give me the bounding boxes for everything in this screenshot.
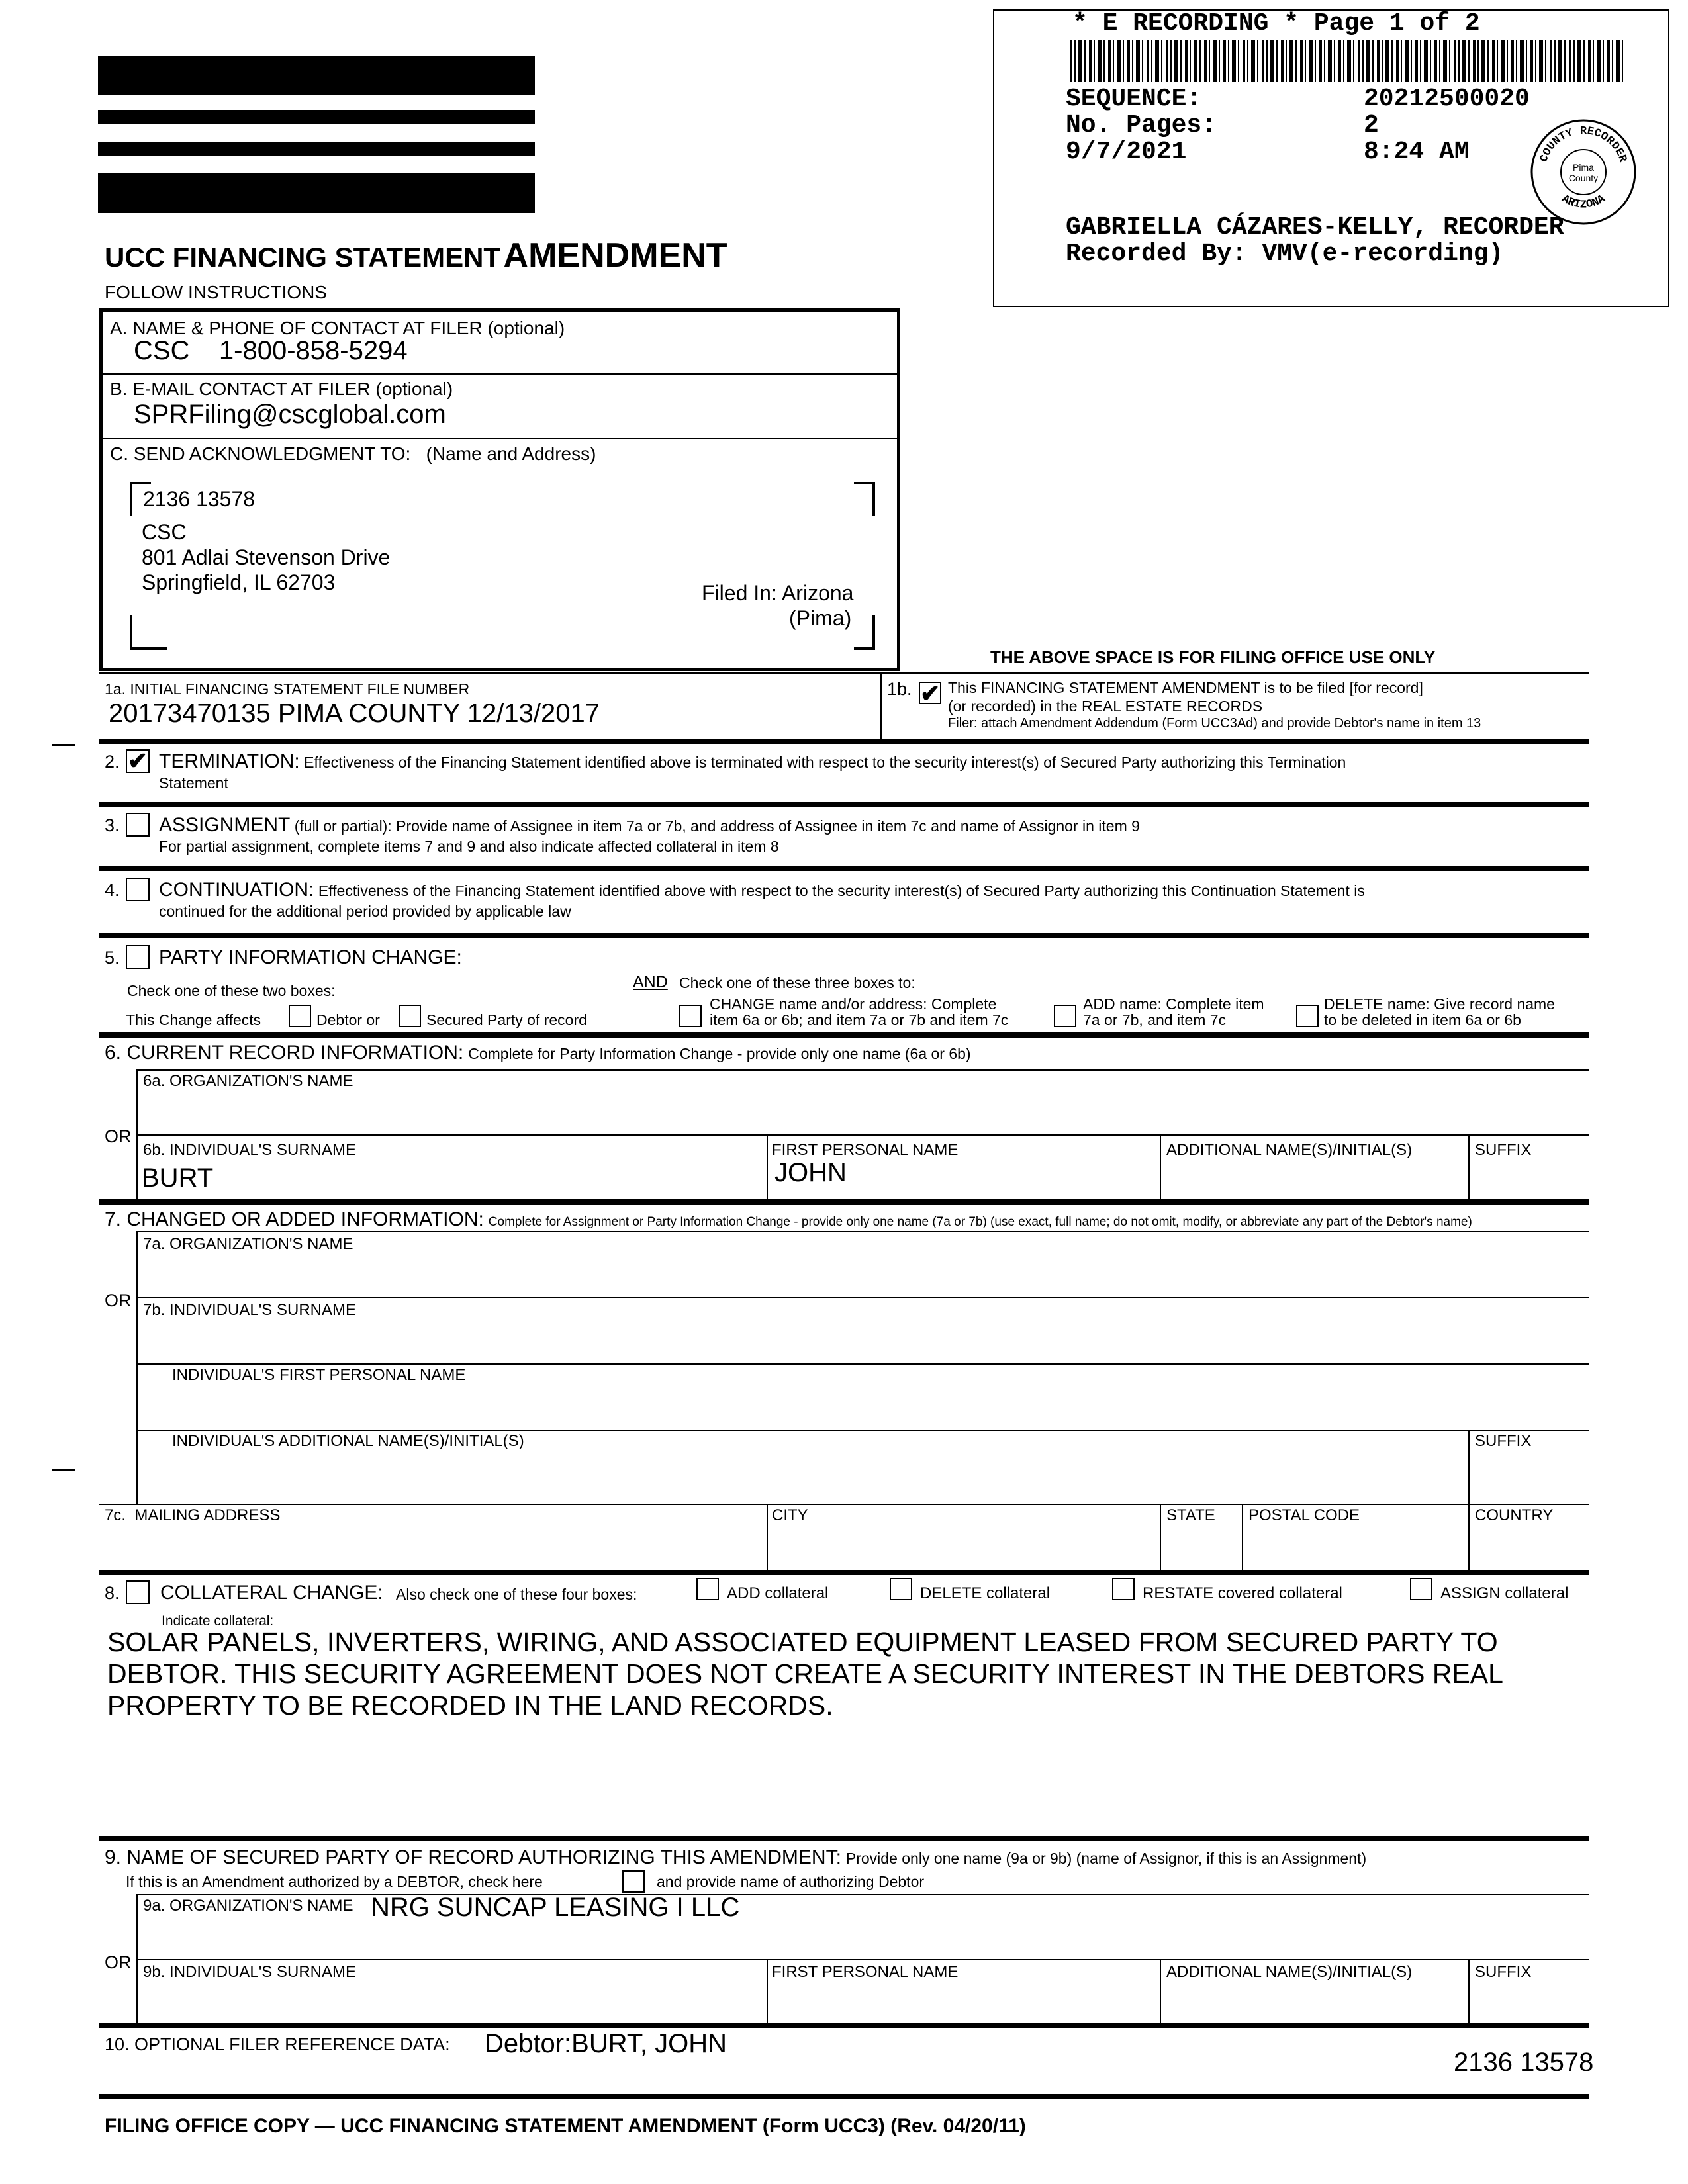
this-change-affects-label: This Change affects xyxy=(126,1011,261,1028)
item-8-number: 8. xyxy=(105,1583,120,1603)
item-9-heading xyxy=(105,1846,1366,1869)
collateral-line-1: SOLAR PANELS, INVERTERS, WIRING, AND ASSOCIATED EQUIPMENT LEASED FROM SECURED PARTY TO xyxy=(107,1627,1498,1657)
filer-reference-number: 2136 13578 xyxy=(1454,2048,1594,2077)
item-1a-value[interactable]: 20173470135 PIMA COUNTY 12/13/2017 xyxy=(109,699,600,728)
item-7-heading xyxy=(105,1208,1472,1231)
item-9b-label: 9b. INDIVIDUAL'S SURNAME xyxy=(143,1963,356,1981)
checkmark-icon: ✔ xyxy=(920,680,941,707)
item-9-first-label: FIRST PERSONAL NAME xyxy=(772,1963,959,1981)
indicate-collateral-label: Indicate collateral: xyxy=(162,1614,274,1629)
delete-collateral-checkbox[interactable] xyxy=(890,1578,912,1600)
item-4-text-2: continued for the additional period provided by applicable law xyxy=(159,903,571,920)
termination-checkbox[interactable] xyxy=(126,749,150,773)
first-name-7-field[interactable] xyxy=(172,1386,1575,1424)
item-2-text-1: Effectiveness of the Financing Statement identified above is terminated with respect to the security interest(s) of Secured Party authorizing this Termination xyxy=(304,754,1346,771)
item-2-title: TERMINATION: xyxy=(159,751,300,772)
item-6-additional-label: ADDITIONAL NAME(S)/INITIAL(S) xyxy=(1166,1141,1413,1159)
ack-line-4: Springfield, IL 62703 xyxy=(142,570,336,594)
filer-b-value[interactable]: SPRFiling@cscglobal.com xyxy=(134,400,446,429)
item-6a-label: 6a. ORGANIZATION'S NAME xyxy=(143,1072,353,1090)
filer-c-label: C. SEND ACKNOWLEDGMENT TO: (Name and Address) xyxy=(110,443,596,464)
continuation-checkbox[interactable] xyxy=(126,878,150,901)
item-3-text-1: (full or partial): Provide name of Assignee in item 7a or 7b, and address of Assignee in item 7c and name of Assignor in item 9 xyxy=(294,817,1140,835)
record-time: 8:24 AM xyxy=(1364,138,1470,166)
item-6-suffix-label: SUFFIX xyxy=(1475,1141,1532,1159)
debtor-auth-checkbox[interactable] xyxy=(622,1870,645,1893)
item-7-title: 7. CHANGED OR ADDED INFORMATION: xyxy=(105,1208,484,1230)
delete-name-checkbox[interactable] xyxy=(1296,1005,1319,1027)
or-label: OR xyxy=(105,1952,132,1972)
redaction-bar xyxy=(98,56,535,95)
recorder-name: GABRIELLA CÁZARES-KELLY, RECORDER xyxy=(1066,213,1564,242)
item-10-label: 10. OPTIONAL FILER REFERENCE DATA: xyxy=(105,2034,450,2054)
org-name-7a-field[interactable] xyxy=(143,1255,1579,1293)
change-line-1: CHANGE name and/or address: Complete xyxy=(710,995,997,1013)
redaction-bar xyxy=(98,173,535,213)
margin-mark xyxy=(52,1469,75,1471)
or-label: OR xyxy=(105,1126,132,1146)
item-4-title: CONTINUATION: xyxy=(159,879,314,901)
secured-party-label: Secured Party of record xyxy=(426,1011,587,1028)
county-seal-icon xyxy=(1529,118,1638,226)
follow-instructions: FOLLOW INSTRUCTIONS xyxy=(105,282,328,302)
ack-line-3: 801 Adlai Stevenson Drive xyxy=(142,545,391,569)
item-4-text-1: Effectiveness of the Financing Statement identified above with respect to the security interest(s) of Secured Party authorizing this Continuation Statement is xyxy=(318,882,1365,899)
filer-a-label: A. NAME & PHONE OF CONTACT AT FILER (optional) xyxy=(110,318,565,338)
item-9-suffix-label: SUFFIX xyxy=(1475,1963,1532,1981)
item-1b-line-2: (or recorded) in the REAL ESTATE RECORDS xyxy=(948,698,1263,715)
change-name-checkbox[interactable] xyxy=(679,1005,702,1027)
delete-collateral-label: DELETE collateral xyxy=(920,1584,1051,1602)
item-6-first-label: FIRST PERSONAL NAME xyxy=(772,1141,959,1159)
restate-collateral-checkbox[interactable] xyxy=(1112,1578,1135,1600)
item-9-instruction: Provide only one name (9a or 9b) (name of Assignor, if this is an Assignment) xyxy=(845,1850,1367,1867)
debtor-checkbox[interactable] xyxy=(289,1005,311,1027)
item-7b-label: 7b. INDIVIDUAL'S SURNAME xyxy=(143,1301,356,1319)
item-6-title: 6. CURRENT RECORD INFORMATION: xyxy=(105,1042,464,1064)
item-9a-value[interactable]: NRG SUNCAP LEASING I LLC xyxy=(371,1893,740,1922)
also-check-label: Also check one of these four boxes: xyxy=(396,1586,637,1603)
item-8-title: COLLATERAL CHANGE: xyxy=(160,1582,383,1604)
item-7-city-label: CITY xyxy=(772,1506,808,1524)
item-6-instruction: Complete for Party Information Change - provide only one name (6a or 6b) xyxy=(468,1045,971,1062)
item-2-number: 2. xyxy=(105,752,120,772)
item-3-text-2: For partial assignment, complete items 7 and 9 and also indicate affected collateral in item 8 xyxy=(159,838,779,855)
checkmark-icon: ✔ xyxy=(127,747,148,774)
pages-value: 2 xyxy=(1364,111,1379,140)
sequence-value: 20212500020 xyxy=(1364,85,1530,113)
collateral-change-checkbox[interactable] xyxy=(126,1580,150,1604)
form-title-main: AMENDMENT xyxy=(503,236,727,275)
item-7-first-label: INDIVIDUAL'S FIRST PERSONAL NAME xyxy=(172,1366,466,1384)
item-7c-label: 7c. MAILING ADDRESS xyxy=(105,1506,281,1524)
item-7-suffix-label: SUFFIX xyxy=(1475,1432,1532,1450)
seal-top-text: COUNTY RECORDER xyxy=(1538,125,1629,164)
and-label: AND xyxy=(633,973,668,991)
delete-line-1: DELETE name: Give record name xyxy=(1324,995,1555,1013)
filer-a-value[interactable]: CSC 1-800-858-5294 xyxy=(134,336,408,365)
assign-collateral-label: ASSIGN collateral xyxy=(1440,1584,1569,1602)
item-2-text xyxy=(159,751,1346,773)
item-6b-label: 6b. INDIVIDUAL'S SURNAME xyxy=(143,1141,356,1159)
org-name-6a-field[interactable] xyxy=(143,1092,1579,1132)
item-3-title: ASSIGNMENT xyxy=(159,814,291,836)
debtor-or-label: Debtor or xyxy=(316,1011,380,1028)
item-5-title: PARTY INFORMATION CHANGE: xyxy=(159,946,462,968)
svg-text:ARIZONA xyxy=(1559,193,1608,212)
check-one-three-label: Check one of these three boxes to: xyxy=(679,974,915,991)
form-title xyxy=(105,236,727,275)
check-one-two-label: Check one of these two boxes: xyxy=(127,982,336,999)
item-6b-surname[interactable]: BURT xyxy=(142,1163,214,1193)
debtor-auth-line-a: If this is an Amendment authorized by a DEBTOR, check here xyxy=(126,1873,543,1890)
secured-party-checkbox[interactable] xyxy=(399,1005,421,1027)
collateral-line-2: DEBTOR. THIS SECURITY AGREEMENT DOES NOT CREATE A SECURITY INTEREST IN THE DEBTORS REAL xyxy=(107,1659,1503,1689)
seal-center-2: County xyxy=(1568,173,1599,183)
delete-line-2: to be deleted in item 6a or 6b xyxy=(1324,1011,1521,1028)
item-7-additional-label: INDIVIDUAL'S ADDITIONAL NAME(S)/INITIAL(S) xyxy=(172,1432,524,1450)
debtor-auth-line-b: and provide name of authorizing Debtor xyxy=(657,1873,925,1890)
item-6-first-name[interactable]: JOHN xyxy=(774,1158,847,1187)
stamp-header: * E RECORDING * Page 1 of 2 xyxy=(1072,9,1480,38)
seal-center-1: Pima xyxy=(1573,162,1594,173)
item-3-text xyxy=(159,814,1140,837)
item-4-number: 4. xyxy=(105,880,120,900)
recorded-by: Recorded By: VMV(e-recording) xyxy=(1066,240,1504,268)
filed-in-line-1: Filed In: Arizona xyxy=(702,581,854,605)
item-9-additional-label: ADDITIONAL NAME(S)/INITIAL(S) xyxy=(1166,1963,1413,1981)
item-1a-label: 1a. INITIAL FINANCING STATEMENT FILE NUMBER xyxy=(105,680,470,698)
redaction-bar xyxy=(98,142,535,156)
address-bracket xyxy=(854,482,875,516)
party-info-change-checkbox[interactable] xyxy=(126,945,150,969)
item-1b-checkbox[interactable] xyxy=(919,680,941,707)
item-1b-line-3: Filer: attach Amendment Addendum (Form UCC3Ad) and provide Debtor's name in item 13 xyxy=(948,716,1481,731)
add-name-checkbox[interactable] xyxy=(1054,1005,1076,1027)
item-1b-line-1: This FINANCING STATEMENT AMENDMENT is to be filed [for record] xyxy=(948,679,1423,696)
filer-b-label: B. E-MAIL CONTACT AT FILER (optional) xyxy=(110,379,453,399)
item-3-number: 3. xyxy=(105,815,120,835)
item-9a-label: 9a. ORGANIZATION'S NAME xyxy=(143,1897,353,1915)
form-title-prefix: UCC FINANCING STATEMENT xyxy=(105,242,501,273)
item-7a-label: 7a. ORGANIZATION'S NAME xyxy=(143,1235,353,1253)
assign-collateral-checkbox[interactable] xyxy=(1410,1578,1432,1600)
item-7-instruction: Complete for Assignment or Party Information Change - provide only one name (7a or 7b) (use exact, full name; do not omit, modify, or abbreviate any part of the Debtor's name) xyxy=(488,1215,1472,1229)
barcode xyxy=(1070,40,1626,82)
or-label: OR xyxy=(105,1291,132,1310)
record-date: 9/7/2021 xyxy=(1066,138,1187,166)
seal-bottom-text: ARIZONA xyxy=(1559,193,1608,212)
form-footer: FILING OFFICE COPY — UCC FINANCING STATEMENT AMENDMENT (Form UCC3) (Rev. 04/20/11) xyxy=(105,2115,1026,2137)
item-2-text-2: Statement xyxy=(159,774,228,792)
filed-in-line-2: (Pima) xyxy=(789,606,852,630)
redaction-bar xyxy=(98,110,535,124)
item-1b-number: 1b. xyxy=(887,679,912,699)
add-line-1: ADD name: Complete item xyxy=(1083,995,1264,1013)
change-line-2: item 6a or 6b; and item 7a or 7b and item 7c xyxy=(710,1011,1009,1028)
item-5-number: 5. xyxy=(105,948,120,968)
item-7-state-label: STATE xyxy=(1166,1506,1215,1524)
restate-collateral-label: RESTATE covered collateral xyxy=(1143,1584,1342,1602)
collateral-line-3: PROPERTY TO BE RECORDED IN THE LAND RECORDS. xyxy=(107,1690,833,1721)
ack-line-2: CSC xyxy=(142,520,187,544)
sequence-label: SEQUENCE: xyxy=(1066,85,1202,113)
item-7-country-label: COUNTRY xyxy=(1475,1506,1554,1524)
surname-7b-field[interactable] xyxy=(143,1321,1579,1359)
item-6-heading xyxy=(105,1042,971,1064)
item-9-title: 9. NAME OF SECURED PARTY OF RECORD AUTHORIZING THIS AMENDMENT: xyxy=(105,1846,841,1868)
add-collateral-checkbox[interactable] xyxy=(696,1578,719,1600)
ack-line-1: 2136 13578 xyxy=(143,487,256,511)
item-7-postal-label: POSTAL CODE xyxy=(1248,1506,1360,1524)
add-collateral-label: ADD collateral xyxy=(727,1584,829,1602)
address-bracket xyxy=(854,615,875,650)
add-line-2: 7a or 7b, and item 7c xyxy=(1083,1011,1227,1028)
margin-mark xyxy=(52,744,75,746)
assignment-checkbox[interactable] xyxy=(126,813,150,837)
pages-label: No. Pages: xyxy=(1066,111,1217,140)
address-bracket xyxy=(130,615,167,650)
item-10-value[interactable]: Debtor:BURT, JOHN xyxy=(485,2029,727,2058)
item-4-text xyxy=(159,879,1365,901)
office-use-note: THE ABOVE SPACE IS FOR FILING OFFICE USE ONLY xyxy=(990,647,1436,667)
